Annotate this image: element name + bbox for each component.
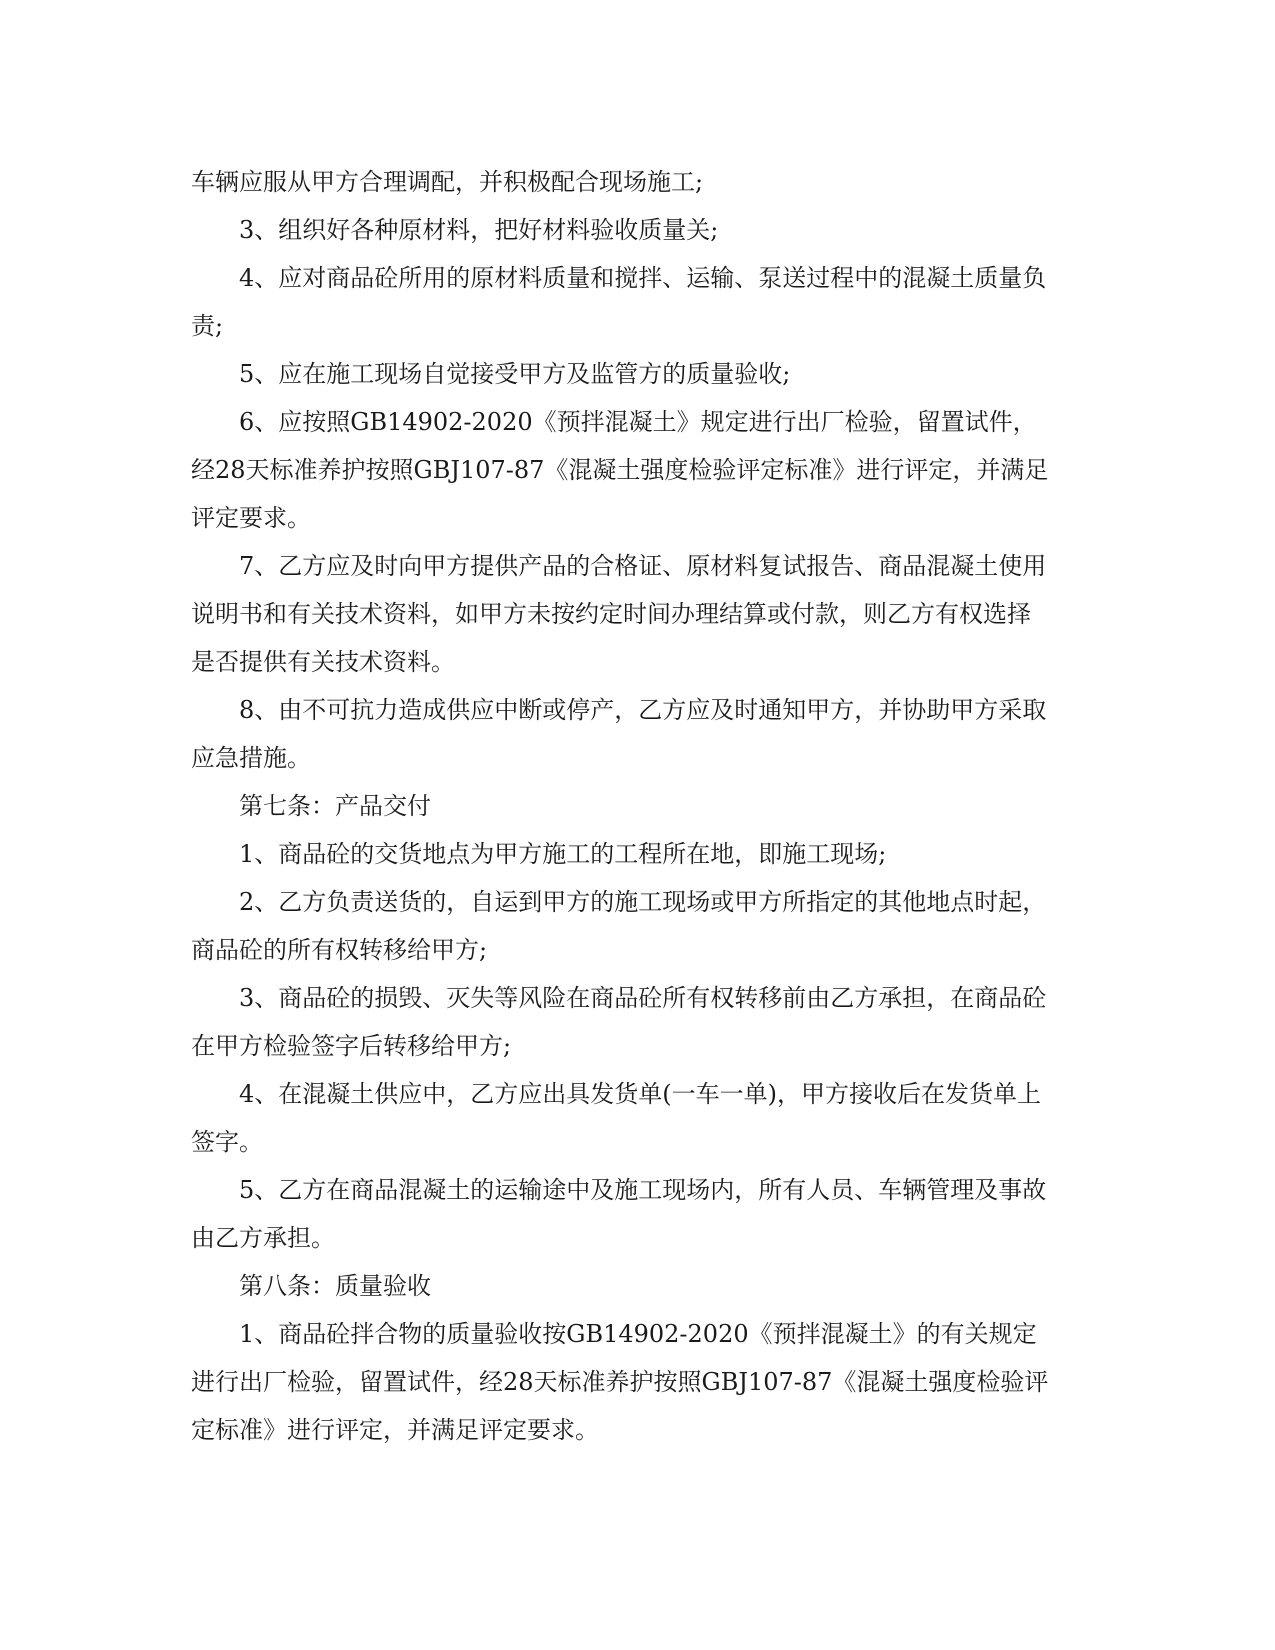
section-heading-article-8: 第八条：质量验收 (239, 1272, 431, 1300)
paragraph: 5、应在施工现场自觉接受甲方及监管方的质量验收; (239, 360, 791, 388)
paragraph: 车辆应服从甲方合理调配，并积极配合现场施工; (191, 168, 704, 196)
paragraph: 3、组织好各种原材料，把好材料验收质量关; (239, 216, 719, 244)
paragraph: 3、商品砼的损毁、灭失等风险在商品砼所有权转移前由乙方承担，在商品砼在甲方检验签字后转移给甲方; (191, 984, 1047, 1060)
section-heading-article-7: 第七条：产品交付 (239, 792, 431, 820)
paragraph: 1、商品砼的交货地点为甲方施工的工程所在地，即施工现场; (239, 840, 887, 868)
paragraph: 4、在混凝土供应中，乙方应出具发货单(一车一单)，甲方接收后在发货单上签字。 (191, 1080, 1041, 1156)
paragraph: 7、乙方应及时向甲方提供产品的合格证、原材料复试报告、商品混凝土使用说明书和有关技术资料，如甲方未按约定时间办理结算或付款，则乙方有权选择是否提供有关技术资料。 (191, 552, 1047, 676)
paragraph: 4、应对商品砼所用的原材料质量和搅拌、运输、泵送过程中的混凝土质量负责; (191, 264, 1047, 340)
paragraph: 1、商品砼拌合物的质量验收按GB14902-2020《预拌混凝土》的有关规定进行出厂检验，留置试件，经28天标准养护按照GBJ107-87《混凝土强度检验评定标准》进行评定，并满足评定要求。 (191, 1320, 1049, 1444)
paragraph: 5、乙方在商品混凝土的运输途中及施工现场内，所有人员、车辆管理及事故由乙方承担。 (191, 1176, 1047, 1252)
paragraph: 2、乙方负责送货的，自运到甲方的施工现场或甲方所指定的其他地点时起，商品砼的所有权转移给甲方; (191, 888, 1047, 964)
paragraph: 6、应按照GB14902-2020《预拌混凝土》规定进行出厂检验，留置试件，经28天标准养护按照GBJ107-87《混凝土强度检验评定标准》进行评定，并满足评定要求。 (191, 408, 1049, 532)
document-body (191, 158, 1051, 1454)
paragraph: 8、由不可抗力造成供应中断或停产，乙方应及时通知甲方，并协助甲方采取应急措施。 (191, 696, 1047, 772)
